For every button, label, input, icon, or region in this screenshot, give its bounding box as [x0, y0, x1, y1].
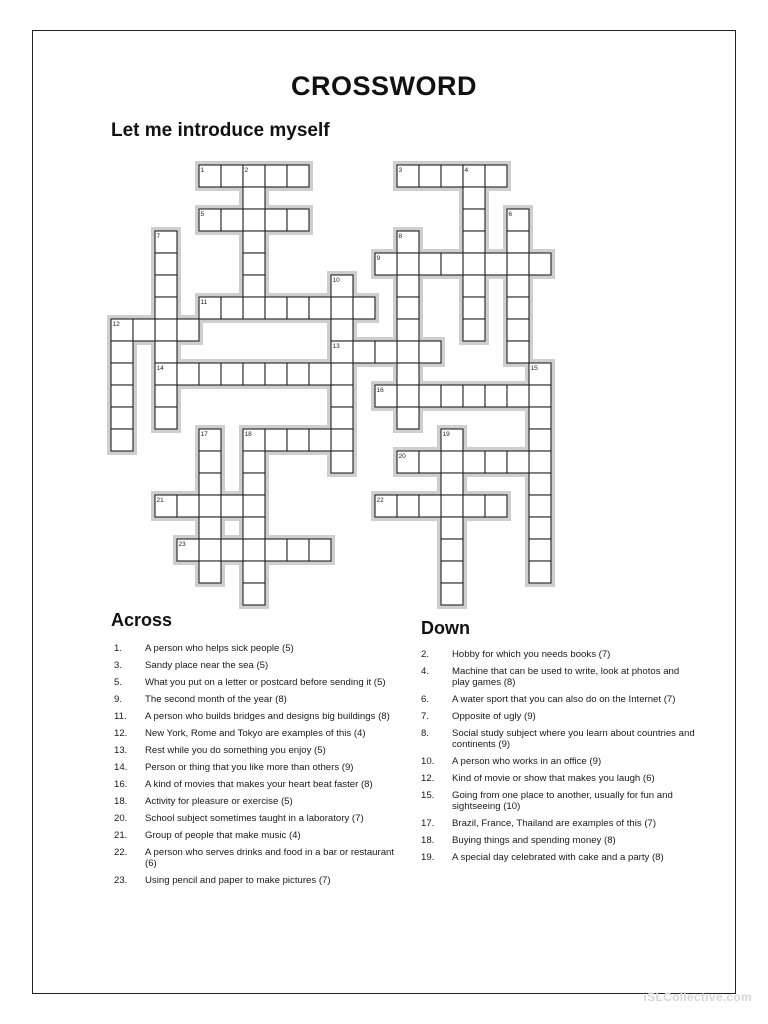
grid-cell[interactable] — [507, 341, 529, 363]
grid-cell[interactable] — [177, 363, 199, 385]
grid-cell[interactable] — [485, 385, 507, 407]
clue-number: 11. — [114, 711, 127, 722]
down-heading: Down — [421, 618, 470, 638]
grid-cell[interactable] — [397, 385, 419, 407]
across-clue-list — [114, 643, 404, 892]
down-clue — [421, 711, 696, 722]
down-clue-list — [421, 649, 696, 869]
cell-number: 3 — [398, 167, 403, 174]
cell-number: 13 — [332, 343, 340, 350]
grid-cell[interactable] — [463, 231, 485, 253]
down-clue — [421, 756, 696, 767]
grid-cell[interactable] — [111, 363, 133, 385]
grid-cell[interactable] — [243, 473, 265, 495]
grid-cell[interactable] — [243, 561, 265, 583]
grid-cell[interactable] — [199, 517, 221, 539]
across-clue — [114, 779, 404, 790]
down-clue — [421, 694, 696, 705]
down-clue — [421, 728, 696, 750]
grid-cell[interactable] — [441, 165, 463, 187]
cell-number: 6 — [508, 211, 513, 218]
grid-cell[interactable] — [265, 209, 287, 231]
grid-cell[interactable] — [221, 495, 243, 517]
grid-cell[interactable] — [331, 385, 353, 407]
grid-cell[interactable] — [155, 297, 177, 319]
across-clue — [114, 643, 404, 654]
clue-text: A person who serves drinks and food in a bar or restaurant (6) — [145, 847, 395, 869]
grid-cell[interactable] — [243, 253, 265, 275]
cell-number: 8 — [398, 233, 403, 240]
grid-cell[interactable] — [243, 187, 265, 209]
across-clue — [114, 660, 404, 671]
clue-number: 6. — [421, 694, 430, 705]
grid-cell[interactable] — [111, 385, 133, 407]
clue-text: Machine that can be used to write, look at photos and play games (8) — [452, 666, 680, 688]
clue-text: A special day celebrated with cake and a party (8) — [452, 852, 664, 863]
across-heading: Across — [111, 610, 173, 630]
cell-number: 1 — [200, 167, 205, 174]
clue-text: Rest while you do something you enjoy (5) — [145, 745, 326, 756]
grid-cell[interactable] — [485, 253, 507, 275]
grid-cell[interactable] — [485, 495, 507, 517]
clue-number: 10. — [421, 756, 435, 767]
grid-cell[interactable] — [221, 297, 243, 319]
grid-cell[interactable] — [463, 495, 485, 517]
grid-cell[interactable] — [243, 209, 265, 231]
grid-cell[interactable] — [507, 297, 529, 319]
cell-number: 10 — [332, 277, 340, 284]
clue-text: Kind of movie or show that makes you laugh (6) — [452, 773, 655, 784]
grid-cell[interactable] — [331, 363, 353, 385]
grid-cell[interactable] — [441, 583, 463, 605]
grid-cell[interactable] — [397, 297, 419, 319]
grid-cell[interactable] — [221, 363, 243, 385]
grid-cell[interactable] — [419, 253, 441, 275]
grid-cell[interactable] — [397, 363, 419, 385]
across-clue — [114, 847, 404, 869]
grid-cell[interactable] — [243, 297, 265, 319]
clue-text: A person who builds bridges and designs big buildings (8) — [145, 711, 390, 722]
cell-number: 23 — [178, 541, 186, 548]
clue-number: 3. — [114, 660, 123, 671]
grid-cell[interactable] — [529, 517, 551, 539]
cell-number: 21 — [156, 497, 164, 504]
grid-cell[interactable] — [111, 341, 133, 363]
grid-cell[interactable] — [441, 561, 463, 583]
down-clue — [421, 835, 696, 846]
cell-number: 11 — [200, 299, 208, 306]
grid-cell[interactable] — [243, 451, 265, 473]
grid-cell[interactable] — [221, 209, 243, 231]
grid-cell[interactable] — [529, 253, 551, 275]
cell-number: 18 — [244, 431, 252, 438]
across-clue — [114, 677, 404, 688]
clue-text: A water sport that you can also do on the Internet (7) — [452, 694, 676, 705]
grid-cell[interactable] — [111, 429, 133, 451]
clue-text: New York, Rome and Tokyo are examples of this (4) — [145, 728, 366, 739]
across-clue — [114, 728, 404, 739]
clue-number: 15. — [421, 790, 435, 801]
clue-number: 16. — [114, 779, 128, 790]
cell-number: 15 — [530, 365, 538, 372]
down-clue — [421, 852, 696, 863]
grid-cell[interactable] — [155, 275, 177, 297]
across-clue — [114, 711, 404, 722]
grid-cell[interactable] — [529, 385, 551, 407]
across-clue — [114, 745, 404, 756]
grid-cell[interactable] — [463, 451, 485, 473]
clue-text: The second month of the year (8) — [145, 694, 287, 705]
grid-cell[interactable] — [133, 319, 155, 341]
clue-number: 8. — [421, 728, 430, 739]
grid-cell[interactable] — [463, 385, 485, 407]
across-clue — [114, 875, 404, 886]
grid-cell[interactable] — [353, 297, 375, 319]
grid-cell[interactable] — [441, 385, 463, 407]
clue-number: 23. — [114, 875, 128, 886]
clue-text: Buying things and spending money (8) — [452, 835, 616, 846]
grid-cell[interactable] — [507, 319, 529, 341]
clue-number: 17. — [421, 818, 435, 829]
grid-cell[interactable] — [419, 341, 441, 363]
grid-cell[interactable] — [529, 539, 551, 561]
grid-cell[interactable] — [287, 297, 309, 319]
grid-cell[interactable] — [485, 165, 507, 187]
across-clue — [114, 830, 404, 841]
grid-cell[interactable] — [287, 363, 309, 385]
grid-cell[interactable] — [441, 495, 463, 517]
grid-cell[interactable] — [419, 495, 441, 517]
clue-text: Sandy place near the sea (5) — [145, 660, 269, 671]
clue-number: 12. — [421, 773, 435, 784]
grid-cell[interactable] — [265, 539, 287, 561]
grid-cells — [111, 165, 551, 605]
grid-cell[interactable] — [155, 341, 177, 363]
grid-cell[interactable] — [177, 319, 199, 341]
grid-cell[interactable] — [441, 517, 463, 539]
clue-text: A person who helps sick people (5) — [145, 643, 294, 654]
clue-text: Using pencil and paper to make pictures (7) — [145, 875, 331, 886]
grid-cell[interactable] — [441, 539, 463, 561]
grid-cell[interactable] — [529, 407, 551, 429]
grid-cell[interactable] — [397, 341, 419, 363]
grid-cell[interactable] — [243, 495, 265, 517]
clue-text: Group of people that make music (4) — [145, 830, 301, 841]
clue-number: 18. — [114, 796, 128, 807]
clue-text: Opposite of ugly (9) — [452, 711, 536, 722]
cell-number: 19 — [442, 431, 450, 438]
grid-cell[interactable] — [507, 253, 529, 275]
clue-number: 13. — [114, 745, 128, 756]
grid-cell[interactable] — [529, 451, 551, 473]
grid-cell[interactable] — [155, 253, 177, 275]
clue-number: 19. — [421, 852, 435, 863]
grid-cell[interactable] — [265, 363, 287, 385]
cell-number: 5 — [200, 211, 205, 218]
clue-number: 20. — [114, 813, 128, 824]
grid-cell[interactable] — [507, 231, 529, 253]
grid-cell[interactable] — [265, 297, 287, 319]
page-title: CROSSWORD — [291, 71, 477, 101]
page-subtitle: Let me introduce myself — [111, 120, 330, 141]
grid-cell[interactable] — [177, 495, 199, 517]
grid-cell[interactable] — [463, 319, 485, 341]
grid-cell[interactable] — [155, 385, 177, 407]
down-clue — [421, 790, 696, 812]
across-clue — [114, 694, 404, 705]
clue-text: What you put on a letter or postcard before sending it (5) — [145, 677, 386, 688]
grid-cell[interactable] — [441, 253, 463, 275]
clue-number: 5. — [114, 677, 123, 688]
grid-cell[interactable] — [529, 429, 551, 451]
grid-cell[interactable] — [287, 539, 309, 561]
grid-cell[interactable] — [463, 297, 485, 319]
clue-number: 2. — [421, 649, 430, 660]
down-clue — [421, 666, 696, 688]
down-clue — [421, 818, 696, 829]
grid-cell[interactable] — [199, 451, 221, 473]
grid-cell[interactable] — [419, 385, 441, 407]
cell-number: 12 — [112, 321, 120, 328]
grid-cell[interactable] — [243, 363, 265, 385]
clue-text: Going from one place to another, usually for fun and sightseeing (10) — [452, 790, 673, 812]
grid-cell[interactable] — [397, 407, 419, 429]
grid-cell[interactable] — [265, 165, 287, 187]
grid-cell[interactable] — [287, 209, 309, 231]
grid-cell[interactable] — [221, 165, 243, 187]
cell-number: 16 — [376, 387, 384, 394]
grid-cell[interactable] — [485, 451, 507, 473]
grid-cell[interactable] — [265, 429, 287, 451]
clue-text: Activity for pleasure or exercise (5) — [145, 796, 293, 807]
clue-number: 9. — [114, 694, 123, 705]
grid-cell[interactable] — [309, 429, 331, 451]
grid-cell[interactable] — [309, 297, 331, 319]
clue-text: Hobby for which you needs books (7) — [452, 649, 611, 660]
grid-cell[interactable] — [331, 451, 353, 473]
clue-number: 7. — [421, 711, 430, 722]
grid-cell[interactable] — [441, 473, 463, 495]
grid-cell[interactable] — [529, 561, 551, 583]
clue-number: 18. — [421, 835, 435, 846]
cell-number: 7 — [156, 233, 161, 240]
cell-number: 9 — [376, 255, 381, 262]
grid-cell[interactable] — [419, 451, 441, 473]
grid-cell[interactable] — [463, 187, 485, 209]
grid-cell[interactable] — [309, 539, 331, 561]
clue-number: 21. — [114, 830, 128, 841]
clue-number: 14. — [114, 762, 128, 773]
clue-text: A person who works in an office (9) — [452, 756, 602, 767]
grid-cell[interactable] — [463, 275, 485, 297]
grid-cell[interactable] — [199, 495, 221, 517]
down-clue — [421, 773, 696, 784]
clue-text: Person or thing that you like more than others (9) — [145, 762, 354, 773]
clue-text: A kind of movies that makes your heart beat faster (8) — [145, 779, 373, 790]
grid-cell[interactable] — [243, 539, 265, 561]
grid-cell[interactable] — [507, 275, 529, 297]
grid-cell[interactable] — [397, 495, 419, 517]
clue-text: School subject sometimes taught in a laboratory (7) — [145, 813, 364, 824]
cell-number: 22 — [376, 497, 384, 504]
grid-cell[interactable] — [375, 341, 397, 363]
grid-cell[interactable] — [243, 275, 265, 297]
grid-cell[interactable] — [155, 319, 177, 341]
grid-cell[interactable] — [529, 473, 551, 495]
grid-cell[interactable] — [243, 583, 265, 605]
down-clue — [421, 649, 696, 660]
grid-cell[interactable] — [287, 429, 309, 451]
clue-text: Social study subject where you learn about countries and continents (9) — [452, 728, 695, 750]
across-clue — [114, 762, 404, 773]
across-clue — [114, 813, 404, 824]
cell-number: 14 — [156, 365, 164, 372]
grid-cell[interactable] — [199, 561, 221, 583]
clue-number: 4. — [421, 666, 430, 677]
grid-cell[interactable] — [243, 517, 265, 539]
grid-cell[interactable] — [397, 253, 419, 275]
grid-cell[interactable] — [441, 451, 463, 473]
grid-cell[interactable] — [287, 165, 309, 187]
watermark: iSLCollective.com — [643, 990, 752, 1004]
grid-cell[interactable] — [529, 495, 551, 517]
grid-cell[interactable] — [331, 297, 353, 319]
cell-number: 20 — [398, 453, 406, 460]
grid-cell[interactable] — [111, 407, 133, 429]
clue-text: Brazil, France, Thailand are examples of this (7) — [452, 818, 657, 829]
grid-cell[interactable] — [155, 407, 177, 429]
clue-number: 12. — [114, 728, 128, 739]
grid-cell[interactable] — [199, 473, 221, 495]
grid-cell[interactable] — [199, 539, 221, 561]
cell-number: 4 — [464, 167, 469, 174]
grid-cell[interactable] — [419, 165, 441, 187]
grid-cell[interactable] — [221, 539, 243, 561]
grid-cell[interactable] — [353, 341, 375, 363]
grid-cell[interactable] — [397, 275, 419, 297]
grid-cell[interactable] — [331, 407, 353, 429]
grid-cell[interactable] — [199, 363, 221, 385]
cell-number: 2 — [244, 167, 249, 174]
grid-cell[interactable] — [331, 319, 353, 341]
clue-number: 1. — [114, 643, 123, 654]
cell-number: 17 — [200, 431, 208, 438]
grid-cell[interactable] — [309, 363, 331, 385]
across-clue — [114, 796, 404, 807]
grid-cell[interactable] — [243, 231, 265, 253]
grid-cell[interactable] — [507, 385, 529, 407]
grid-cell[interactable] — [331, 429, 353, 451]
clue-number: 22. — [114, 847, 128, 858]
grid-cell[interactable] — [463, 209, 485, 231]
grid-cell[interactable] — [507, 451, 529, 473]
grid-cell[interactable] — [463, 253, 485, 275]
grid-cell[interactable] — [397, 319, 419, 341]
